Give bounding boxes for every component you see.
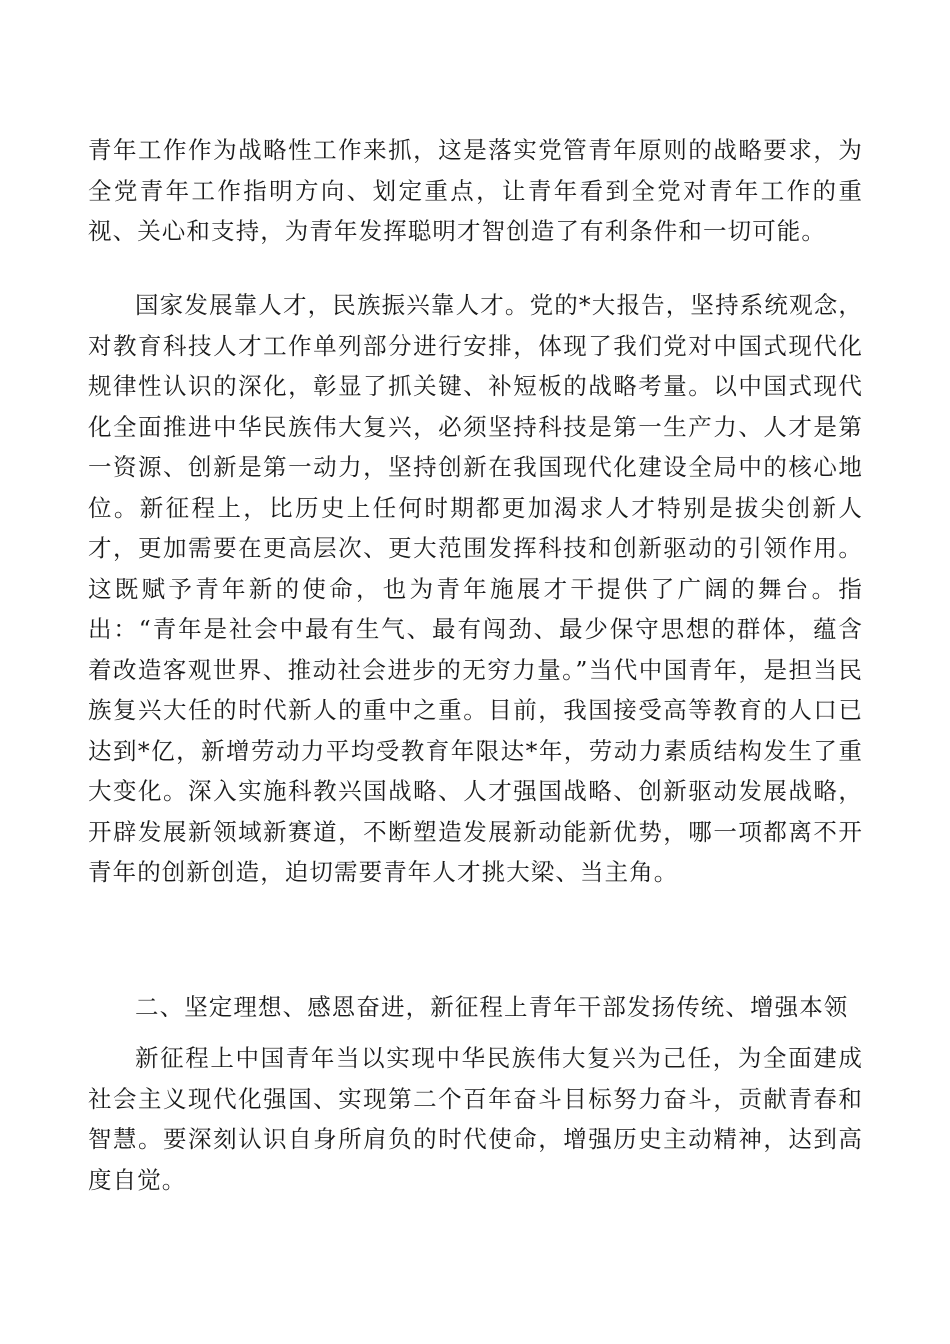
body-paragraph: 青年工作作为战略性工作来抓，这是落实党管青年原则的战略要求，为全党青年工作指明方向、划定重点，让青年看到全党对青年工作的重视、关心和支持，为青年发挥聪明才智创造了有利条件和一切可能。 xyxy=(88,136,863,245)
section-heading: 二、坚定理想、感恩奋进，新征程上青年干部发扬传统、增强本领 xyxy=(135,993,849,1021)
body-paragraph: 国家发展靠人才，民族振兴靠人才。党的*大报告，坚持系统观念，对教育科技人才工作单列部分进行安排，体现了我们党对中国式现代化规律性认识的深化，彰显了抓关键、补短板的战略考量。以中国式现代化全面推进中华民族伟大复兴，必须坚持科技是第一生产力、人才是第一资源、创新是第一动力，坚持创新在我国现代化建设全局中的核心地位。新征程上，比历史上任何时期都更加渴求人才特别是拔尖创新人才，更加需要在更高层次、更大范围发挥科技和创新驱动的引领作用。这既赋予青年新的使命，也为青年施展才干提供了广阔的舞台。指出：“青年是社会中最有生气、最有闯劲、最少保守思想的群体，蕴含着改造客观世界、推动社会进步的无穷力量。”当代中国青年，是担当民族复兴大任的时代新人的重中之重。目前，我国接受高等教育的人口已达到*亿，新增劳动力平均受教育年限达*年，劳动力素质结构发生了重大变化。深入实施科教兴国战略、人才强国战略、创新驱动发展战略，开辟发展新领域新赛道，不断塑造发展新动能新优势，哪一项都离不开青年的创新创造，迫切需要青年人才挑大梁、当主角。 xyxy=(88,291,863,886)
body-paragraph: 新征程上中国青年当以实现中华民族伟大复兴为己任，为全面建成社会主义现代化强国、实现第二个百年奋斗目标努力奋斗，贡献青春和智慧。要深刻认识自身所肩负的时代使命，增强历史主动精神，达到高度自觉。 xyxy=(88,1044,863,1194)
